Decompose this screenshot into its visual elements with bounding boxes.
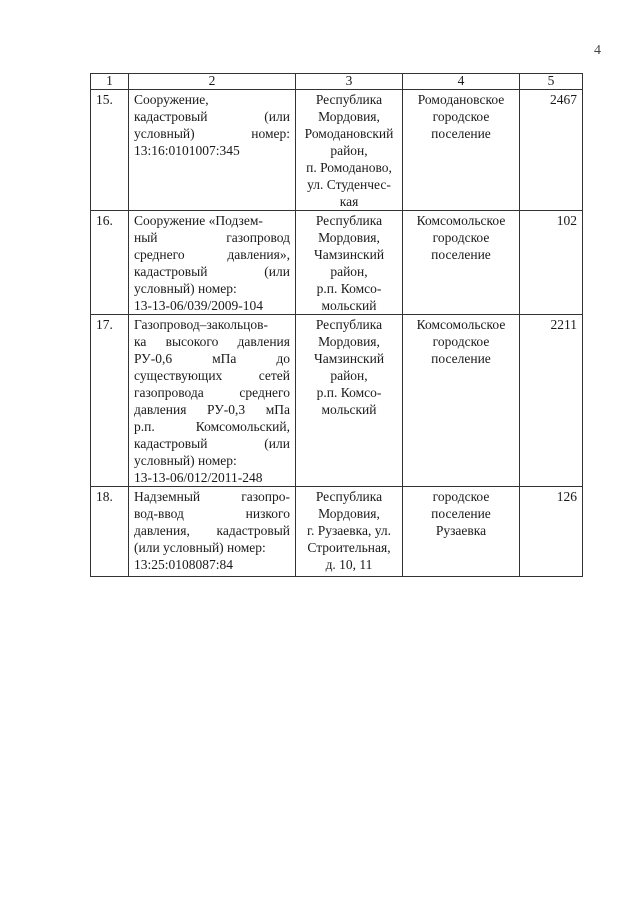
description-line: (или условный) номер: (134, 540, 266, 555)
settlement-line: поселение (431, 506, 491, 521)
description-line: давления, кадастровый (134, 523, 290, 538)
settlement-line: поселение (431, 126, 491, 141)
header-cell-1: 1 (91, 74, 129, 90)
address-line: район, (330, 264, 368, 279)
address-line: д. 10, 11 (325, 557, 373, 572)
object-description (129, 211, 296, 315)
table-row (91, 211, 583, 315)
description-line: ка высокого давления (134, 334, 290, 349)
description-line: газопровода среднего (134, 385, 290, 400)
object-description (129, 487, 296, 577)
settlement-line: городское (432, 230, 490, 245)
row-number: 17. (91, 315, 129, 487)
address-line: Мордовия, (318, 506, 380, 521)
row-number: 15. (91, 90, 129, 211)
table-row (91, 315, 583, 487)
settlement-line: Рузаевка (435, 523, 487, 538)
object-address (296, 211, 403, 315)
table-header-row (91, 74, 583, 90)
object-value: 126 (520, 487, 583, 577)
address-line: Мордовия, (318, 109, 380, 124)
description-line: вод-ввод низкого (134, 506, 290, 521)
settlement-name (403, 90, 520, 211)
description-line: условный) номер: (134, 281, 237, 296)
object-address (296, 487, 403, 577)
property-table (90, 73, 583, 577)
object-address (296, 90, 403, 211)
description-line: давления РУ-0,3 мПа (134, 402, 290, 417)
table-row (91, 90, 583, 211)
description-line: кадастровый (или (134, 436, 290, 451)
address-line: мольский (321, 402, 377, 417)
address-line: кая (339, 194, 359, 209)
settlement-line: Комсомольское (416, 317, 506, 332)
address-line: Республика (315, 317, 383, 332)
description-line: р.п. Комсомольский, (134, 419, 290, 434)
settlement-line: Комсомольское (416, 213, 506, 228)
address-line: г. Рузаевка, ул. (306, 523, 392, 538)
settlement-line: городское (432, 109, 490, 124)
header-cell-2: 2 (129, 74, 296, 90)
address-line: Мордовия, (318, 334, 380, 349)
header-cell-5: 5 (520, 74, 583, 90)
description-line: условный) номер: (134, 126, 290, 141)
address-line: Республика (315, 92, 383, 107)
address-line: мольский (321, 298, 377, 313)
description-line: кадастровый (или (134, 109, 290, 124)
settlement-name (403, 315, 520, 487)
address-line: район, (330, 368, 368, 383)
address-line: п. Ромоданово, (306, 160, 392, 175)
object-value: 2211 (520, 315, 583, 487)
description-line: условный) номер: (134, 453, 237, 468)
address-line: район, (330, 143, 368, 158)
description-line: Сооружение «Подзем- (134, 213, 263, 228)
description-line: Надземный газопро- (134, 489, 290, 504)
object-description (129, 315, 296, 487)
object-address (296, 315, 403, 487)
object-description (129, 90, 296, 211)
object-value: 2467 (520, 90, 583, 211)
settlement-line: Ромодановское (417, 92, 505, 107)
address-line: Ромодановский (304, 126, 394, 141)
address-line: Чамзинский (313, 351, 385, 366)
description-line: 13:16:0101007:345 (134, 143, 240, 158)
settlement-line: городское (432, 489, 490, 504)
header-cell-4: 4 (403, 74, 520, 90)
description-line: среднего давления», (134, 247, 290, 262)
settlement-line: городское (432, 334, 490, 349)
description-line: РУ-0,6 мПа до (134, 351, 290, 366)
address-line: р.п. Комсо- (316, 385, 382, 400)
settlement-line: поселение (431, 351, 491, 366)
description-line: 13-13-06/012/2011-248 (134, 470, 263, 485)
row-number: 18. (91, 487, 129, 577)
description-line: Сооружение, (134, 92, 209, 107)
description-line: кадастровый (или (134, 264, 290, 279)
settlement-name (403, 487, 520, 577)
address-line: ул. Студенчес- (307, 177, 391, 192)
address-line: Республика (315, 213, 383, 228)
description-line: Газопровод–закольцов- (134, 317, 268, 332)
address-line: Строительная, (307, 540, 391, 555)
page-number: 4 (594, 43, 601, 58)
address-line: р.п. Комсо- (316, 281, 382, 296)
settlement-name (403, 211, 520, 315)
table-row (91, 487, 583, 577)
address-line: Республика (315, 489, 383, 504)
row-number: 16. (91, 211, 129, 315)
settlement-line: поселение (431, 247, 491, 262)
address-line: Мордовия, (318, 230, 380, 245)
description-line: 13:25:0108087:84 (134, 557, 234, 572)
header-cell-3: 3 (296, 74, 403, 90)
description-line: существующих сетей (134, 368, 290, 383)
description-line: ный газопровод (134, 230, 290, 245)
description-line: 13-13-06/039/2009-104 (134, 298, 263, 313)
address-line: Чамзинский (313, 247, 385, 262)
object-value: 102 (520, 211, 583, 315)
